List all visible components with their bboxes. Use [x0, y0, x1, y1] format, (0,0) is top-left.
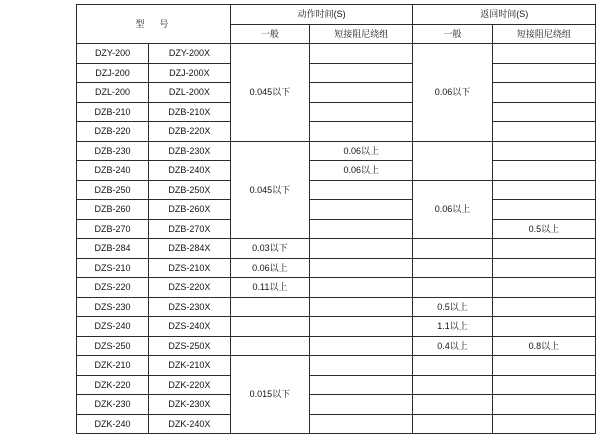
cell-return-damping [492, 258, 595, 278]
cell-action-damping [310, 297, 413, 317]
cell-action-damping [310, 395, 413, 415]
table-header-row-groups [77, 5, 596, 25]
cell-action-general: 0.03以下 [230, 239, 309, 259]
cell-return-damping [492, 414, 595, 434]
cell-action-damping [310, 180, 413, 200]
table-row [77, 278, 596, 298]
cell-model-b: DZL-200X [149, 83, 231, 103]
cell-action-damping [310, 63, 413, 83]
table-row [77, 336, 596, 356]
cell-return-damping [492, 122, 595, 142]
cell-action-general [230, 297, 309, 317]
cell-return-damping: 0.5以上 [492, 219, 595, 239]
cell-model-a: DZB-270 [77, 219, 149, 239]
cell-action-damping [310, 317, 413, 337]
cell-return-general [413, 141, 492, 180]
table-row [77, 102, 596, 122]
table-row [77, 356, 596, 376]
table-row [77, 141, 596, 161]
cell-action-general: 0.11以上 [230, 278, 309, 298]
cell-model-a: DZB-284 [77, 239, 149, 259]
table-row [77, 414, 596, 434]
cell-model-b: DZS-250X [149, 336, 231, 356]
cell-return-damping [492, 161, 595, 181]
cell-model-b: DZJ-200X [149, 63, 231, 83]
cell-action-damping [310, 200, 413, 220]
header-return-time: 返回时间(S) [413, 5, 596, 25]
cell-return-damping [492, 395, 595, 415]
cell-return-general [413, 258, 492, 278]
cell-return-general [413, 278, 492, 298]
cell-model-b: DZS-220X [149, 278, 231, 298]
table-header [77, 5, 596, 44]
cell-model-a: DZK-240 [77, 414, 149, 434]
cell-return-damping [492, 141, 595, 161]
cell-action-general: 0.045以下 [230, 141, 309, 239]
cell-model-a: DZB-210 [77, 102, 149, 122]
cell-model-a: DZB-250 [77, 180, 149, 200]
cell-model-a: DZB-260 [77, 200, 149, 220]
cell-action-damping [310, 219, 413, 239]
cell-return-general: 1.1以上 [413, 317, 492, 337]
cell-action-damping [310, 336, 413, 356]
cell-model-a: DZK-230 [77, 395, 149, 415]
cell-action-damping [310, 44, 413, 64]
cell-model-b: DZB-284X [149, 239, 231, 259]
cell-return-damping [492, 356, 595, 376]
header-action-time: 动作时间(S) [230, 5, 413, 25]
table-row [77, 83, 596, 103]
cell-return-general [413, 414, 492, 434]
cell-return-general: 0.5以上 [413, 297, 492, 317]
cell-model-a: DZS-210 [77, 258, 149, 278]
cell-model-a: DZS-240 [77, 317, 149, 337]
cell-action-damping [310, 414, 413, 434]
header-action-damping: 短接阻尼绕组 [310, 24, 413, 44]
cell-model-b: DZK-220X [149, 375, 231, 395]
cell-model-a: DZK-220 [77, 375, 149, 395]
table-row [77, 317, 596, 337]
cell-model-a: DZJ-200 [77, 63, 149, 83]
relay-timing-table [76, 4, 596, 434]
table-row [77, 161, 596, 181]
cell-return-damping [492, 278, 595, 298]
cell-model-b: DZS-240X [149, 317, 231, 337]
table-body [77, 44, 596, 434]
cell-model-a: DZY-200 [77, 44, 149, 64]
header-type: 型 号 [77, 5, 231, 44]
header-return-general: 一般 [413, 24, 492, 44]
table-row [77, 63, 596, 83]
cell-action-damping [310, 83, 413, 103]
cell-return-general: 0.4以上 [413, 336, 492, 356]
cell-action-general: 0.045以下 [230, 44, 309, 142]
cell-action-damping [310, 102, 413, 122]
cell-model-a: DZS-230 [77, 297, 149, 317]
table-row [77, 375, 596, 395]
table-row [77, 180, 596, 200]
table-row [77, 297, 596, 317]
cell-model-b: DZY-200X [149, 44, 231, 64]
cell-model-b: DZB-250X [149, 180, 231, 200]
cell-action-damping [310, 356, 413, 376]
cell-model-a: DZB-230 [77, 141, 149, 161]
cell-return-general [413, 375, 492, 395]
cell-return-damping [492, 200, 595, 220]
cell-action-general [230, 317, 309, 337]
cell-action-general [230, 336, 309, 356]
table-row [77, 219, 596, 239]
cell-action-general: 0.06以上 [230, 258, 309, 278]
table-row [77, 122, 596, 142]
cell-model-b: DZB-230X [149, 141, 231, 161]
cell-action-damping [310, 278, 413, 298]
cell-action-damping: 0.06以上 [310, 161, 413, 181]
table-row [77, 258, 596, 278]
cell-return-general [413, 356, 492, 376]
cell-model-a: DZS-250 [77, 336, 149, 356]
table-row [77, 44, 596, 64]
cell-model-b: DZB-240X [149, 161, 231, 181]
table-row [77, 239, 596, 259]
table-row [77, 200, 596, 220]
cell-return-general: 0.06以下 [413, 44, 492, 142]
cell-return-damping [492, 375, 595, 395]
cell-model-b: DZK-240X [149, 414, 231, 434]
spec-table-container [76, 4, 596, 434]
cell-action-damping: 0.06以上 [310, 141, 413, 161]
cell-return-damping [492, 317, 595, 337]
cell-return-general: 0.06以上 [413, 180, 492, 239]
cell-return-damping [492, 83, 595, 103]
cell-model-a: DZB-240 [77, 161, 149, 181]
cell-return-damping [492, 63, 595, 83]
cell-return-general [413, 239, 492, 259]
cell-model-b: DZS-230X [149, 297, 231, 317]
header-return-damping: 短接阻尼绕组 [492, 24, 595, 44]
cell-model-b: DZK-230X [149, 395, 231, 415]
cell-return-damping [492, 239, 595, 259]
cell-model-a: DZL-200 [77, 83, 149, 103]
cell-model-b: DZK-210X [149, 356, 231, 376]
cell-action-damping [310, 122, 413, 142]
cell-model-a: DZS-220 [77, 278, 149, 298]
cell-action-general: 0.015以下 [230, 356, 309, 434]
cell-return-general [413, 395, 492, 415]
cell-action-damping [310, 375, 413, 395]
cell-model-a: DZK-210 [77, 356, 149, 376]
cell-return-damping [492, 44, 595, 64]
cell-return-damping: 0.8以上 [492, 336, 595, 356]
cell-return-damping [492, 180, 595, 200]
cell-model-b: DZB-270X [149, 219, 231, 239]
cell-model-b: DZB-220X [149, 122, 231, 142]
cell-model-b: DZS-210X [149, 258, 231, 278]
header-action-general: 一般 [230, 24, 309, 44]
cell-return-damping [492, 297, 595, 317]
cell-action-damping [310, 239, 413, 259]
cell-return-damping [492, 102, 595, 122]
cell-model-b: DZB-210X [149, 102, 231, 122]
table-row [77, 395, 596, 415]
cell-model-b: DZB-260X [149, 200, 231, 220]
cell-model-a: DZB-220 [77, 122, 149, 142]
cell-action-damping [310, 258, 413, 278]
